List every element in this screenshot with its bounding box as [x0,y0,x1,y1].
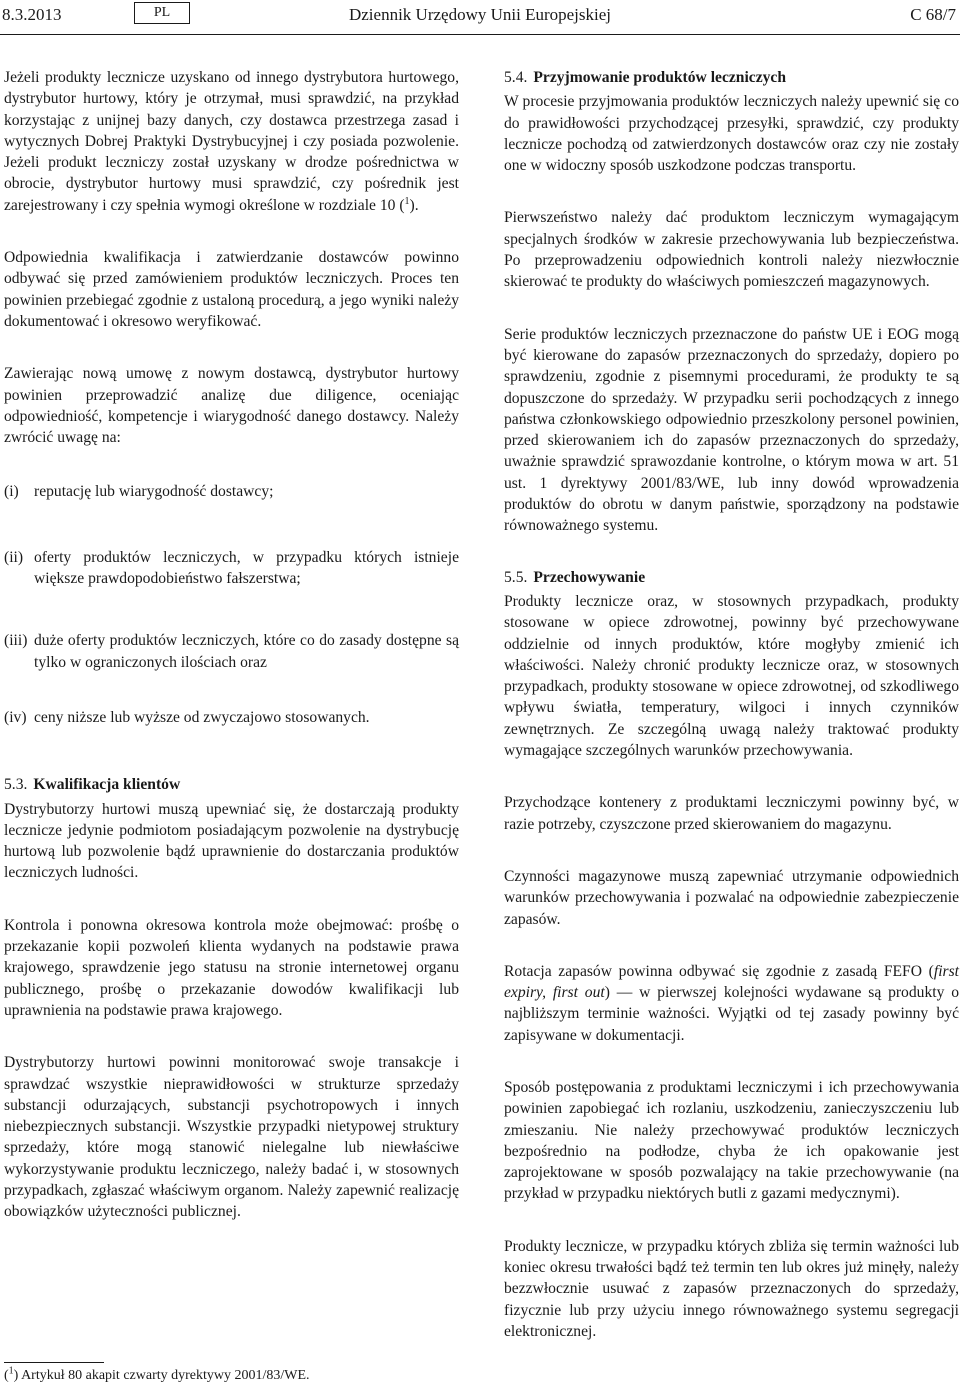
section-title: Kwalifikacja klientów [33,776,181,794]
header-date: 8.3.2013 [2,5,62,24]
paragraph: Odpowiednia kwalifikacja i zatwierdzanie dostawców powinno odbywać się przed zamówieniem produktów leczniczych. Proces ten powinien przebiegać zgodnie z ustaloną procedurą, a jego wyniki należy dokumentować i okresowo weryfikować. [4,249,459,330]
list-label: (i) [4,483,19,501]
list-text: ceny niższe lub wyższe od zwyczajowo stosowanych. [34,708,370,726]
page-reference: C 68/7 [910,5,956,24]
paragraph: W procesie przyjmowania produktów leczniczych należy upewnić się co do prawidłowości przychodzącej przesyłki, sprawdzić, czy produkty lecznicze pochodzą od zatwierdzonych dostawców oraz czy nie zostały one w widoczny sposób uszkodzone podczas transportu. [504,93,959,175]
list-text: duże oferty produktów leczniczych, które co do zasady dostępne są tylko w ograniczonych ilościach oraz [34,632,459,671]
list-item [4,547,459,590]
paragraph: Zawierając nową umowę z nowym dostawcą, dystrybutor hurtowy powinien przeprowadzić analizę due diligence, oceniając odpowiedniość, kompetencje i wiarygodność danego dostawcy. Należy zwrócić uwagę na: [4,365,459,447]
right-column [504,67,959,1342]
language-badge: PL [134,2,190,24]
paragraph: Produkty lecznicze, w przypadku których zbliża się termin ważności lub koniec okresu trwałości bądź też termin ten lub okres już minęły, należy bezzwłocznie usuwać z zapasów przeznaczonych do sprzedaży, fizycznie lub przy użyciu innego równoważnego systemu segregacji elektronicznej. [504,1237,959,1340]
section-number: 5.3. [4,776,28,794]
footnote-ref[interactable]: 1 [404,195,410,207]
page-header [0,0,960,36]
section-heading [504,567,959,588]
footnote: ($^1$) Artykuł 80 akapit czwarty dyrektywy 2001/83/WE. [4,1365,310,1383]
paragraph: Serie produktów leczniczych przeznaczone do państw UE i EOG mogą być kierowane do zapasów przeznaczonych do sprzedaży, dopiero po sprawdzeniu, zgodnie z pisemnymi procedurami, że produkty te są dopuszczone do sprzedaży. W przypadku serii pochodzących z innego państwa członkowskiego odpowiednio przeszkolony personel powinien, przed skierowaniem ich do zapasów przeznaczonych do sprzedaży, uważnie sprawdzić sprawozdanie kontrolne, o którym mowa w art. 51 ust. 1 dyrektywy 2001/83/WE, lub inny dowód wprowadzenia produktów do obrotu w danym państwie, sporządzony na podstawie równoważnego systemu. [504,325,959,535]
paragraph: Czynności magazynowe muszą zapewniać utrzymanie odpowiednich warunków przechowywania i pozwalać na odpowiednie zabezpieczenie zapasów. [504,867,959,928]
section-number: 5.4. [504,69,528,86]
section-title: Przechowywanie [533,568,646,586]
list-text: reputację lub wiarygodność dostawcy; [34,483,274,501]
header-rule [0,34,960,35]
list-item [4,481,459,502]
left-column [4,67,459,1223]
paragraph: Produkty lecznicze oraz, w stosownych przypadkach, produkty stosowane w opiece zdrowotnej, powinny być przechowywane oddzielnie od innych produktów, które mogłyby zmienić ich właściwości. Należy chronić produkty lecznicze oraz, w stosownych przypadkach, produkty stosowane w opiece zdrowotnej, od szkodliwego wpływu światła, temperatury, wilgoci i innych czynników zewnętrznych. Ze szczególną uwagą należy traktować produkty wymagające szczególnych warunków przechowywania. [504,592,959,760]
paragraph: Dystrybutorzy hurtowi muszą upewniać się, że dostarczają produkty lecznicze jedynie podmiotom posiadającym pozwolenie na dystrybucję hurtową lub pozwolenie bądź uprawnienie do dostarczania produktów leczniczych ludności. [4,800,459,882]
list-label: (ii) [4,548,24,566]
list-label: (iii) [4,632,28,650]
paragraph: Rotacja zapasów powinna odbywać się zgodnie z zasadą FEFO (first expiry, first out) — w pierwszej kolejności wydawane są produkty o najbliższym terminie ważności. Wyjątki od tej zasady powinny być zapisywane w dokumentacji. [504,962,959,1044]
section-heading [4,774,459,795]
list-label: (iv) [4,708,27,726]
section-heading [504,67,959,88]
section-title: Przyjmowanie produktów leczniczych [533,69,787,86]
paragraph: Sposób postępowania z produktami leczniczymi i ich przechowywania powinien zapobiegać ich rozlaniu, uszkodzeniu, zanieczyszczeniu lub zmieszaniu. Nie należy przechowywać produktów leczniczych bezpośrednio na podłodze, chyba że ich opakowanie jest zaprojektowane w sposób pozwalający na takie przechowywanie (na przykład w przypadku niektórych butli z gazami medycznymi). [504,1078,959,1203]
paragraph: Kontrola i ponowna okresowa kontrola może obejmować: prośbę o przekazanie kopii pozwoleń klienta wydanych na podstawie prawa krajowego, sprawdzenie jego statusu na stronie internetowej organu publicznego, prośbę o przekazanie dowodów kwalifikacji lub uprawnienia na podstawie prawa krajowego. [4,916,459,1019]
paragraph: Dystrybutorzy hurtowi powinni monitorować swoje transakcje i sprawdzać wszystkie nieprawidłowości w strukturze sprzedaży substancji odurzających, substancji psychotropowych i innych niebezpiecznych substancji. Wszystkie przypadki nietypowej struktury sprzedaży, które mogą stanowić nielegalne lub niewłaściwe wykorzystywanie produktu leczniczego, należy badać i, w stosownych przypadkach, zgłaszać właściwym organom. Należy zapewnić realizację obowiązków użyteczności publicznej. [4,1054,459,1221]
list-text: oferty produktów leczniczych, w przypadku których istnieje większe prawdopodobieństwo fałszerstwa; [34,548,459,588]
list-item [4,630,459,673]
journal-title: Dziennik Urzędowy Unii Europejskiej [348,5,611,24]
paragraph: Pierwszeństwo należy dać produktom leczniczym wymagającym specjalnych środków w zakresie przechowywania lub bezpieczeństwa. Po przeprowadzeniu odpowiednich kontroli należy niezwłocznie skierować te produkty do właściwych pomieszczeń magazynowych. [504,209,959,291]
footnote-mark: 1 [8,1365,14,1377]
paragraph: Jeżeli produkty lecznicze uzyskano od innego dystrybutora hurtowego, dystrybutor hurtowy, który je otrzymał, musi sprawdzić, na przykład korzystając z unijnej bazy danych, czy dostawca przestrzega zasad i wytycznych Dobrej Praktyki Dystrybucyjnej i czy posiada pozwolenie. Jeżeli produkt leczniczy został uzyskany w drodze pośrednictwa w obrocie, dystrybutor hurtowy musi sprawdzić, czy pośrednik jest zarejestrowany i czy spełnia wymogi określone w rozdziale 10 ($^1$). [4,69,459,214]
footnote-text: Artykuł 80 akapit czwarty dyrektywy 2001/83/WE. [21,1368,310,1383]
list-item [4,707,459,728]
section-number: 5.5. [504,568,528,586]
footnote-rule [4,1362,104,1363]
paragraph: Przychodzące kontenery z produktami leczniczymi powinny być, w razie potrzeby, czyszczone przed skierowaniem do magazynu. [504,794,959,833]
